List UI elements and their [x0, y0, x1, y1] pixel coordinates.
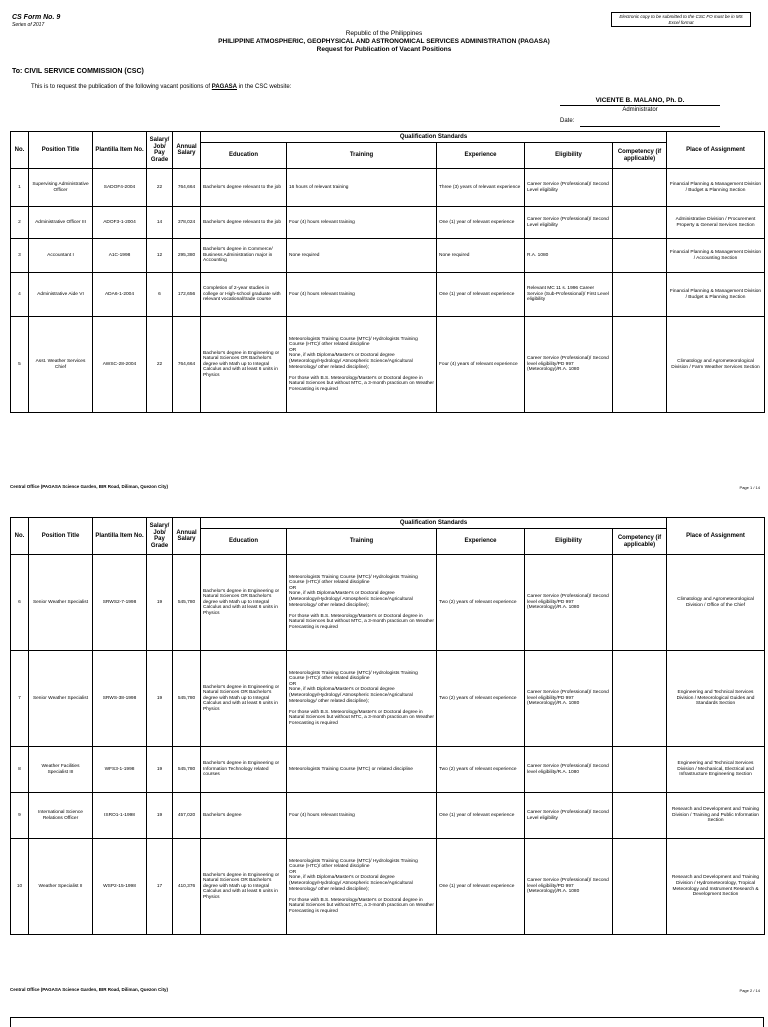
- row-competency: [613, 555, 667, 651]
- row-competency: [613, 273, 667, 317]
- row-plantilla-item: A1C-1998: [93, 239, 147, 273]
- col-training: Training: [287, 143, 437, 169]
- table-row: [11, 555, 765, 651]
- row-training: Meteorologists Training Course (MTC) or related discipline: [287, 747, 437, 793]
- row-salary-grade: 14: [147, 207, 173, 239]
- header-request-title: Request for Publication of Vacant Positions: [316, 46, 452, 53]
- row-no: 10: [11, 839, 29, 935]
- col-position: Position Title: [29, 518, 93, 555]
- row-salary-grade: 19: [147, 651, 173, 747]
- footer-office-2: Central Office (PAGASA Science Garden, BIR Road, Diliman, Quezon City): [10, 987, 169, 992]
- col-experience: Experience: [437, 529, 525, 555]
- col-plantilla: Plantilla Item No.: [93, 132, 147, 169]
- col-competency: Competency (if applicable): [613, 143, 667, 169]
- header-agency: PHILIPPINE ATMOSPHERIC, GEOPHYSICAL AND ASTRONOMICAL SERVICES ADMINISTRATION (PAGASA): [218, 38, 550, 45]
- row-plantilla-item: WSP2-15-1998: [93, 839, 147, 935]
- row-eligibility: Career Service (Professional)/ Second Level eligibility: [525, 793, 613, 839]
- row-eligibility: R.A. 1080: [525, 239, 613, 273]
- row-place-of-assignment: Climatology and Agrometeorological Division / Office of the Chief: [667, 555, 765, 651]
- row-plantilla-item: SRWS2-7-1998: [93, 555, 147, 651]
- row-place-of-assignment: Financial Planning & Management Division / Budget & Planning Section: [667, 169, 765, 207]
- row-no: 7: [11, 651, 29, 747]
- row-competency: [613, 169, 667, 207]
- col-qualification-standards: Qualification Standards: [201, 518, 667, 529]
- row-no: 9: [11, 793, 29, 839]
- col-annual-salary: Annual Salary: [173, 518, 201, 555]
- row-competency: [613, 793, 667, 839]
- row-eligibility: Career Service (Professional)/ Second level eligibility/PD 997 (Meteorology)/R.A. 1080: [525, 555, 613, 651]
- row-plantilla-item: AWSC-28-2004: [93, 317, 147, 413]
- table-row: [11, 839, 765, 935]
- row-education: Bachelor's degree in Engineering or Natural Sciences OR Bachelor's degree with Math up to Integral Calculus and with at least 6 units in Physics: [201, 651, 287, 747]
- col-eligibility: Eligibility: [525, 529, 613, 555]
- table-row: [11, 317, 765, 413]
- col-place: Place of Assignment: [667, 132, 765, 169]
- row-place-of-assignment: Engineering and Technical Services Division / Mechanical, Electrical and Infrastructure Engineering Section: [667, 747, 765, 793]
- row-experience: Three (3) years of relevant experience: [437, 169, 525, 207]
- row-plantilla-item: WFS3-1-1998: [93, 747, 147, 793]
- row-no: 1: [11, 169, 29, 207]
- row-salary-grade: 22: [147, 169, 173, 207]
- row-salary-grade: 6: [147, 273, 173, 317]
- row-plantilla-item: ADA6-1-2004: [93, 273, 147, 317]
- row-plantilla-item: ISRO1-1-1998: [93, 793, 147, 839]
- col-plantilla: Plantilla Item No.: [93, 518, 147, 555]
- row-salary-grade: 19: [147, 747, 173, 793]
- col-eligibility: Eligibility: [525, 143, 613, 169]
- row-position: Weather Facilities Specialist III: [29, 747, 93, 793]
- row-place-of-assignment: Engineering and Technical Services Division / Meteorological Guides and Standards Section: [667, 651, 765, 747]
- row-experience: One (1) year of relevant experience: [437, 793, 525, 839]
- table-row: [11, 169, 765, 207]
- agency-name: PAGASA: [211, 84, 238, 90]
- table-row: [11, 793, 765, 839]
- row-no: 8: [11, 747, 29, 793]
- row-experience: Two (2) years of relevant experience: [437, 555, 525, 651]
- row-position: Administrative Aide VI: [29, 273, 93, 317]
- row-training: Four (4) hours relevant training: [287, 207, 437, 239]
- col-position: Position Title: [29, 132, 93, 169]
- row-annual-salary: 545,780: [173, 555, 201, 651]
- row-plantilla-item: ADOF3-1-2004: [93, 207, 147, 239]
- table-row: [11, 651, 765, 747]
- row-annual-salary: 545,780: [173, 747, 201, 793]
- date-label: Date:: [560, 118, 575, 124]
- row-place-of-assignment: Climatology and Agrometeorological Division / Farm Weather Services Section: [667, 317, 765, 413]
- row-position: Senior Weather Specialist: [29, 651, 93, 747]
- row-annual-salary: 764,664: [173, 169, 201, 207]
- row-place-of-assignment: Financial Planning & Management Division / Accounting Section: [667, 239, 765, 273]
- row-training: Meteorologists Training Course (MTC)/ Hydrologists Training Course (HTC)/ other related discipline OR None, if with Diploma/Master's or Doctoral degree (Meteorology/Hydrology/ Atmospheric Science/Agricultural Meteorology/ other related discipline); For those with B.S. Meteorology/Master's or Doctoral degree in Natural Sciences but without MTC, a 3-month practicum on Weather Forecasting is required: [287, 839, 437, 935]
- row-place-of-assignment: Financial Planning & Management Division / Budget & Planning Section: [667, 273, 765, 317]
- row-no: 4: [11, 273, 29, 317]
- row-experience: None required: [437, 239, 525, 273]
- row-eligibility: Career Service (Professional)/ Second level eligibility/PD 997 (Meteorology)/R.A. 1080: [525, 839, 613, 935]
- col-experience: Experience: [437, 143, 525, 169]
- col-place: Place of Assignment: [667, 518, 765, 555]
- row-no: 3: [11, 239, 29, 273]
- page-number-2: Page 2 / 14: [739, 988, 760, 993]
- row-education: Bachelor's degree relevant to the job: [201, 207, 287, 239]
- row-education: Bachelor's degree in Engineering or Natural Sciences OR Bachelor's degree with Math up to Integral Calculus and with at least 6 units in Physics: [201, 555, 287, 651]
- addressee: To: CIVIL SERVICE COMMISSION (CSC): [12, 68, 144, 75]
- row-eligibility: Career Service (Professional)/ Second Level eligibility: [525, 169, 613, 207]
- row-eligibility: Career Service (Professional)/ Second Level eligibility: [525, 207, 613, 239]
- table-row: [11, 239, 765, 273]
- row-place-of-assignment: Research and Development and Training Division / Hydrometeorology, Tropical Meteorology and Instrument Research & Development Section: [667, 839, 765, 935]
- signature-line: [560, 105, 720, 106]
- row-training: Four (4) hours relevant training: [287, 793, 437, 839]
- row-experience: Two (2) years of relevant experience: [437, 747, 525, 793]
- request-text: This is to request the publication of the following vacant positions of PAGASA in the CSC website:: [31, 84, 292, 90]
- row-training: 16 hours of relevant training: [287, 169, 437, 207]
- row-annual-salary: 764,664: [173, 317, 201, 413]
- row-education: Bachelor's degree in Engineering or Information Technology related courses: [201, 747, 287, 793]
- signatory-name: VICENTE B. MALANO, Ph. D.: [595, 97, 685, 104]
- table-row: [11, 747, 765, 793]
- row-training: Meteorologists Training Course (MTC)/ Hydrologists Training Course (HTC)/ other related discipline OR None, if with Diploma/Master's or Doctoral degree (Meteorology/Hydrology/ Atmospheric Science/Agricultural Meteorology/ other related discipline); For those with B.S. Meteorology/Master's or Doctoral degree in Natural Sciences but without MTC, a 3-month practicum on Weather Forecasting is required: [287, 651, 437, 747]
- row-position: Senior Weather Specialist: [29, 555, 93, 651]
- row-plantilla-item: SRWS-38-1998: [93, 651, 147, 747]
- row-training: None required: [287, 239, 437, 273]
- row-competency: [613, 747, 667, 793]
- submission-note: Electronic copy to be submitted to the CSC FO must be in MS Excel format: [611, 12, 751, 27]
- row-salary-grade: 19: [147, 793, 173, 839]
- row-position: Administrative Officer III: [29, 207, 93, 239]
- row-education: Bachelor's degree: [201, 793, 287, 839]
- row-no: 5: [11, 317, 29, 413]
- row-position: Asst. Weather Services Chief: [29, 317, 93, 413]
- col-salary-grade: Salary/ Job/ Pay Grade: [147, 132, 173, 169]
- col-education: Education: [201, 143, 287, 169]
- row-eligibility: Career Service (Professional)/ Second level eligibility/PD 997 (Meteorology)/R.A. 1080: [525, 651, 613, 747]
- row-competency: [613, 839, 667, 935]
- row-salary-grade: 17: [147, 839, 173, 935]
- row-eligibility: Career Service (Professional)/ Second level eligibility/R.A. 1080: [525, 747, 613, 793]
- row-salary-grade: 22: [147, 317, 173, 413]
- footer-office-1: Central Office (PAGASA Science Garden, BIR Road, Diliman, Quezon City): [10, 484, 169, 489]
- row-salary-grade: 12: [147, 239, 173, 273]
- table-row: [11, 273, 765, 317]
- row-no: 2: [11, 207, 29, 239]
- row-place-of-assignment: Research and Development and Training Division / Training and Public Information Section: [667, 793, 765, 839]
- row-plantilla-item: SADOF4-2004: [93, 169, 147, 207]
- row-experience: Four (4) years of relevant experience: [437, 317, 525, 413]
- row-experience: One (1) year of relevant experience: [437, 273, 525, 317]
- row-education: Completion of 2-year studies in college or High-school graduate with relevant vocational/trade course: [201, 273, 287, 317]
- form-number: CS Form No. 9: [12, 14, 61, 21]
- vacancy-table-page-2: [10, 517, 765, 935]
- date-line: [580, 126, 720, 127]
- signatory-title: Administrator: [622, 107, 658, 113]
- row-annual-salary: 545,780: [173, 651, 201, 747]
- row-annual-salary: 457,020: [173, 793, 201, 839]
- row-annual-salary: 410,376: [173, 839, 201, 935]
- row-experience: One (1) year of relevant experience: [437, 839, 525, 935]
- page-number-1: Page 1 / 14: [739, 485, 760, 490]
- row-training: Four (4) hours relevant training: [287, 273, 437, 317]
- row-position: International Science Relations Officer: [29, 793, 93, 839]
- row-eligibility: Relevant MC 11 s. 1996 Career Service (Sub-Professional)/ First Level eligibility: [525, 273, 613, 317]
- form-series: Series of 2017: [12, 22, 45, 28]
- row-annual-salary: 295,380: [173, 239, 201, 273]
- row-education: Bachelor's degree relevant to the job: [201, 169, 287, 207]
- row-salary-grade: 19: [147, 555, 173, 651]
- table-row: [11, 207, 765, 239]
- header-republic: Republic of the Philippines: [345, 30, 423, 37]
- col-annual-salary: Annual Salary: [173, 132, 201, 169]
- row-competency: [613, 651, 667, 747]
- col-salary-grade: Salary/ Job/ Pay Grade: [147, 518, 173, 555]
- row-competency: [613, 239, 667, 273]
- row-training: Meteorologists Training Course (MTC)/ Hydrologists Training Course (HTC)/ other related discipline OR None, if with Diploma/Master's or Doctoral degree (Meteorology/Hydrology/ Atmospheric Science/Agricultural Meteorology/ other related discipline); For those with B.S. Meteorology/Master's or Doctoral degree in Natural Sciences but without MTC, a 3-month practicum on Weather Forecasting is required: [287, 555, 437, 651]
- row-position: Accountant I: [29, 239, 93, 273]
- row-no: 6: [11, 555, 29, 651]
- row-position: Supervising Administrative Officer: [29, 169, 93, 207]
- row-training: Meteorologists Training Course (MTC)/ Hydrologists Training Course (HTC)/ other related discipline OR None, if with Diploma/Master's or Doctoral degree (Meteorology/Hydrology/ Atmospheric Science/Agricultural Meteorology/ other related discipline); For those with B.S. Meteorology/Master's or Doctoral degree in Natural Sciences but without MTC, a 3-month practicum on Weather Forecasting is required: [287, 317, 437, 413]
- page-3-table-edge: [10, 1017, 764, 1027]
- col-no: No.: [11, 132, 29, 169]
- row-experience: Two (2) years of relevant experience: [437, 651, 525, 747]
- row-education: Bachelor's degree in Commerce/ Business Administration major in Accounting: [201, 239, 287, 273]
- row-annual-salary: 378,024: [173, 207, 201, 239]
- row-annual-salary: 172,656: [173, 273, 201, 317]
- row-place-of-assignment: Administrative Division / Procurement Property & General Services Section: [667, 207, 765, 239]
- vacancy-table-page-1: [10, 131, 765, 413]
- row-education: Bachelor's degree in Engineering or Natural Sciences OR Bachelor's degree with Math up to Integral Calculus and with at least 6 units in Physics: [201, 317, 287, 413]
- col-no: No.: [11, 518, 29, 555]
- col-competency: Competency (if applicable): [613, 529, 667, 555]
- row-education: Bachelor's degree in Engineering or Natural Sciences OR Bachelor's degree with Math up to Integral Calculus and with at least 6 units in Physics: [201, 839, 287, 935]
- col-education: Education: [201, 529, 287, 555]
- row-experience: One (1) year of relevant experience: [437, 207, 525, 239]
- row-competency: [613, 207, 667, 239]
- col-training: Training: [287, 529, 437, 555]
- col-qualification-standards: Qualification Standards: [201, 132, 667, 143]
- row-eligibility: Career Service (Professional)/ Second level eligibility/PD 997 (Meteorology)/R.A. 1080: [525, 317, 613, 413]
- row-position: Weather Specialist II: [29, 839, 93, 935]
- row-competency: [613, 317, 667, 413]
